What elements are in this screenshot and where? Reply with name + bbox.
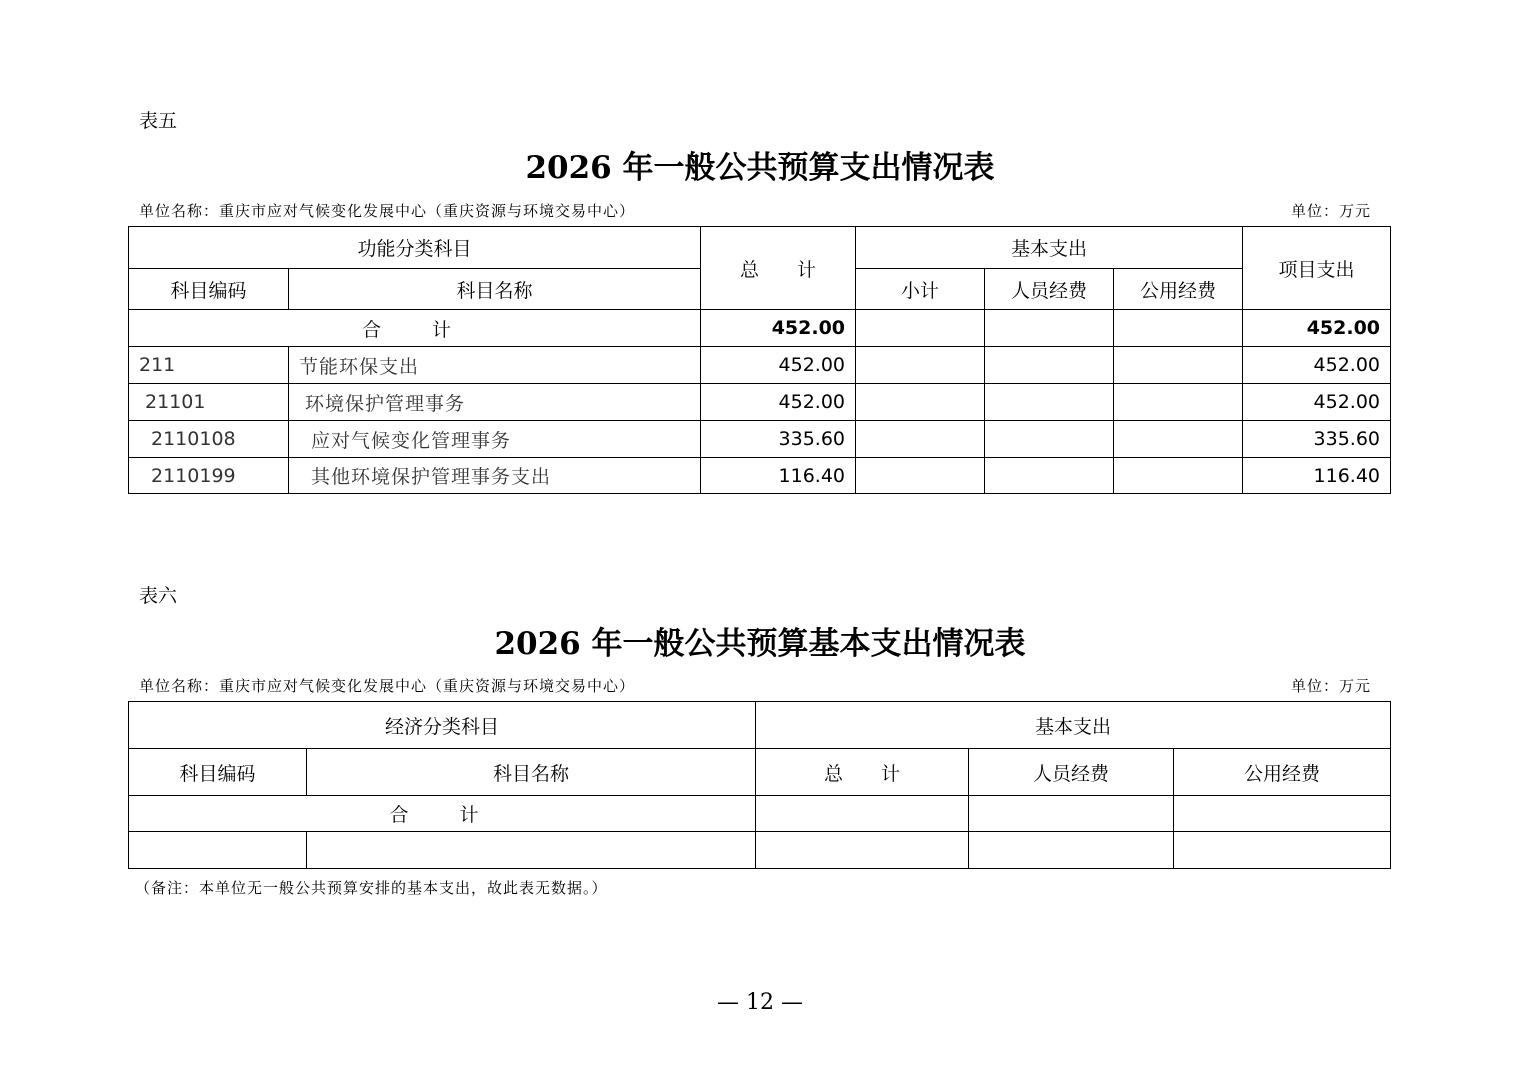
row-public — [1114, 421, 1243, 458]
header-total: 总 计 — [701, 227, 856, 310]
row-name: 其他环境保护管理事务支出 — [289, 458, 701, 494]
row-total — [756, 832, 969, 869]
row-total: 452.00 — [701, 384, 856, 421]
row-public — [1114, 347, 1243, 384]
sum-subtotal — [856, 310, 985, 347]
table-row — [129, 832, 1391, 869]
header-subtotal: 小计 — [856, 269, 985, 310]
table5-unit-name: 单位名称：重庆市应对气候变化发展中心（重庆资源与环境交易中心） — [139, 202, 636, 220]
sum-project: 452.00 — [1243, 310, 1391, 347]
row-project: 116.40 — [1243, 458, 1391, 494]
header-public: 公用经费 — [1114, 269, 1243, 310]
table-row-sum — [129, 796, 1391, 832]
row-subtotal — [856, 384, 985, 421]
row-name: 节能环保支出 — [289, 347, 701, 384]
row-public — [1114, 384, 1243, 421]
row-code: 2110108 — [129, 421, 289, 458]
row-personnel — [985, 347, 1114, 384]
table6-unit-name: 单位名称：重庆市应对气候变化发展中心（重庆资源与环境交易中心） — [139, 677, 636, 695]
header-personnel: 人员经费 — [985, 269, 1114, 310]
row-name — [307, 832, 756, 869]
sum-total: 452.00 — [701, 310, 856, 347]
table6-title: 2026 年一般公共预算基本支出情况表 — [494, 626, 1026, 662]
row-code: 2110199 — [129, 458, 289, 494]
row-personnel — [985, 421, 1114, 458]
sum-personnel — [985, 310, 1114, 347]
row-total: 116.40 — [701, 458, 856, 494]
row-subtotal — [856, 347, 985, 384]
table5-title: 2026 年一般公共预算支出情况表 — [525, 150, 995, 186]
table-row — [129, 384, 1391, 421]
table6-note: （备注：本单位无一般公共预算安排的基本支出，故此表无数据。） — [135, 879, 608, 897]
row-name: 应对气候变化管理事务 — [289, 421, 701, 458]
row-public — [1174, 832, 1391, 869]
table5-unit: 单位：万元 — [1291, 202, 1372, 220]
table-row — [129, 458, 1391, 494]
table5-label: 表五 — [139, 110, 178, 132]
table6-label: 表六 — [139, 585, 178, 607]
header-category: 功能分类科目 — [129, 227, 701, 269]
header-public: 公用经费 — [1174, 749, 1391, 796]
row-code: 21101 — [129, 384, 289, 421]
row-project: 452.00 — [1243, 347, 1391, 384]
table6 — [128, 701, 1391, 869]
row-name: 环境保护管理事务 — [289, 384, 701, 421]
row-subtotal — [856, 421, 985, 458]
row-project: 335.60 — [1243, 421, 1391, 458]
header-category: 经济分类科目 — [129, 702, 756, 749]
header-code: 科目编码 — [129, 749, 307, 796]
sum-total — [756, 796, 969, 832]
row-subtotal — [856, 458, 985, 494]
header-personnel: 人员经费 — [969, 749, 1174, 796]
header-name: 科目名称 — [289, 269, 701, 310]
row-personnel — [985, 458, 1114, 494]
row-code — [129, 832, 307, 869]
sum-public — [1114, 310, 1243, 347]
page-number: — 12 — — [717, 990, 803, 1015]
table-row-sum — [129, 310, 1391, 347]
table-row — [129, 421, 1391, 458]
row-total: 452.00 — [701, 347, 856, 384]
sum-label: 合 计 — [129, 796, 756, 832]
row-total: 335.60 — [701, 421, 856, 458]
table6-unit: 单位：万元 — [1291, 677, 1372, 695]
header-project: 项目支出 — [1243, 227, 1391, 310]
header-basic: 基本支出 — [856, 227, 1243, 269]
row-code: 211 — [129, 347, 289, 384]
table5 — [128, 226, 1391, 494]
header-total: 总 计 — [756, 749, 969, 796]
table-row — [129, 347, 1391, 384]
sum-personnel — [969, 796, 1174, 832]
header-code: 科目编码 — [129, 269, 289, 310]
header-basic: 基本支出 — [756, 702, 1391, 749]
row-public — [1114, 458, 1243, 494]
sum-public — [1174, 796, 1391, 832]
header-name: 科目名称 — [307, 749, 756, 796]
row-personnel — [985, 384, 1114, 421]
row-project: 452.00 — [1243, 384, 1391, 421]
row-personnel — [969, 832, 1174, 869]
sum-label: 合 计 — [129, 310, 701, 347]
